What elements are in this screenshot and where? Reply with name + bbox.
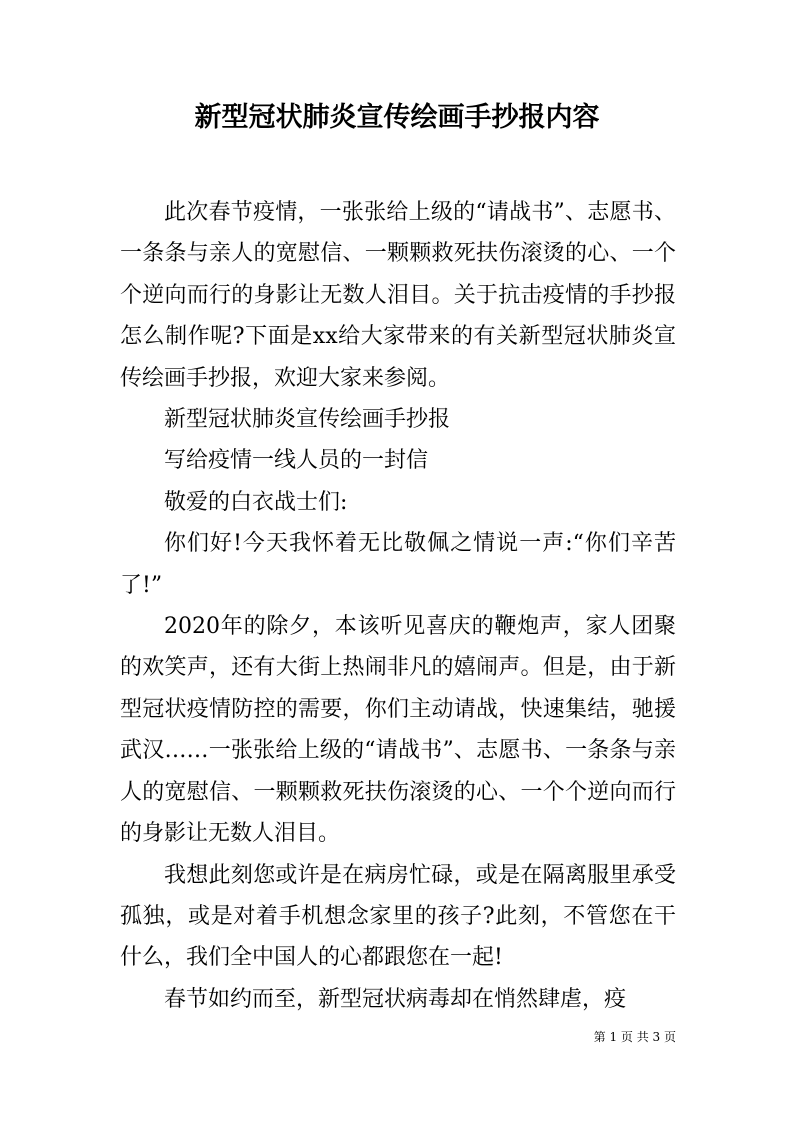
page-number: 第 1 页 共 3 页 <box>593 1030 676 1044</box>
document-title: 新型冠状肺炎宣传绘画手抄报内容 <box>194 102 600 133</box>
document-body <box>120 192 676 1020</box>
paragraph-greeting: 你们好!今天我怀着无比敬佩之情说一声:“你们辛苦了!” <box>120 531 676 598</box>
paragraph-spring-festival: 春节如约而至，新型冠状病毒却在悄然肆虐，疫 <box>164 986 627 1012</box>
paragraph-new-year-eve: 2020年的除夕，本该听见喜庆的鞭炮声，家人团聚的欢笑声，还有大街上热闹非凡的嬉闹声。但是，由于新型冠状疫情防控的需要，你们主动请战，快速集结，驰援武汉……一张张给上级的“请战书”、志愿书、一条条与亲人的宽慰信、一颗颗救死扶伤滚烫的心、一个个逆向而行的身影让无数人泪目。 <box>120 614 676 847</box>
paragraph-thoughts: 我想此刻您或许是在病房忙碌，或是在隔离服里承受孤独，或是对着手机想念家里的孩子?此刻，不管您在干什么，我们全中国人的心都跟您在一起! <box>120 862 676 971</box>
paragraph-heading: 新型冠状肺炎宣传绘画手抄报 <box>164 407 451 433</box>
paragraph-letter-title: 写给疫情一线人员的一封信 <box>164 448 429 474</box>
paragraph-salutation: 敬爱的白衣战士们: <box>164 489 348 515</box>
paragraph-intro: 此次春节疫情，一张张给上级的“请战书”、志愿书、一条条与亲人的宽慰信、一颗颗救死扶伤滚烫的心、一个个逆向而行的身影让无数人泪目。关于抗击疫情的手抄报怎么制作呢?下面是xx给大家带来的有关新型冠状肺炎宣传绘画手抄报，欢迎大家来参阅。 <box>120 200 676 391</box>
